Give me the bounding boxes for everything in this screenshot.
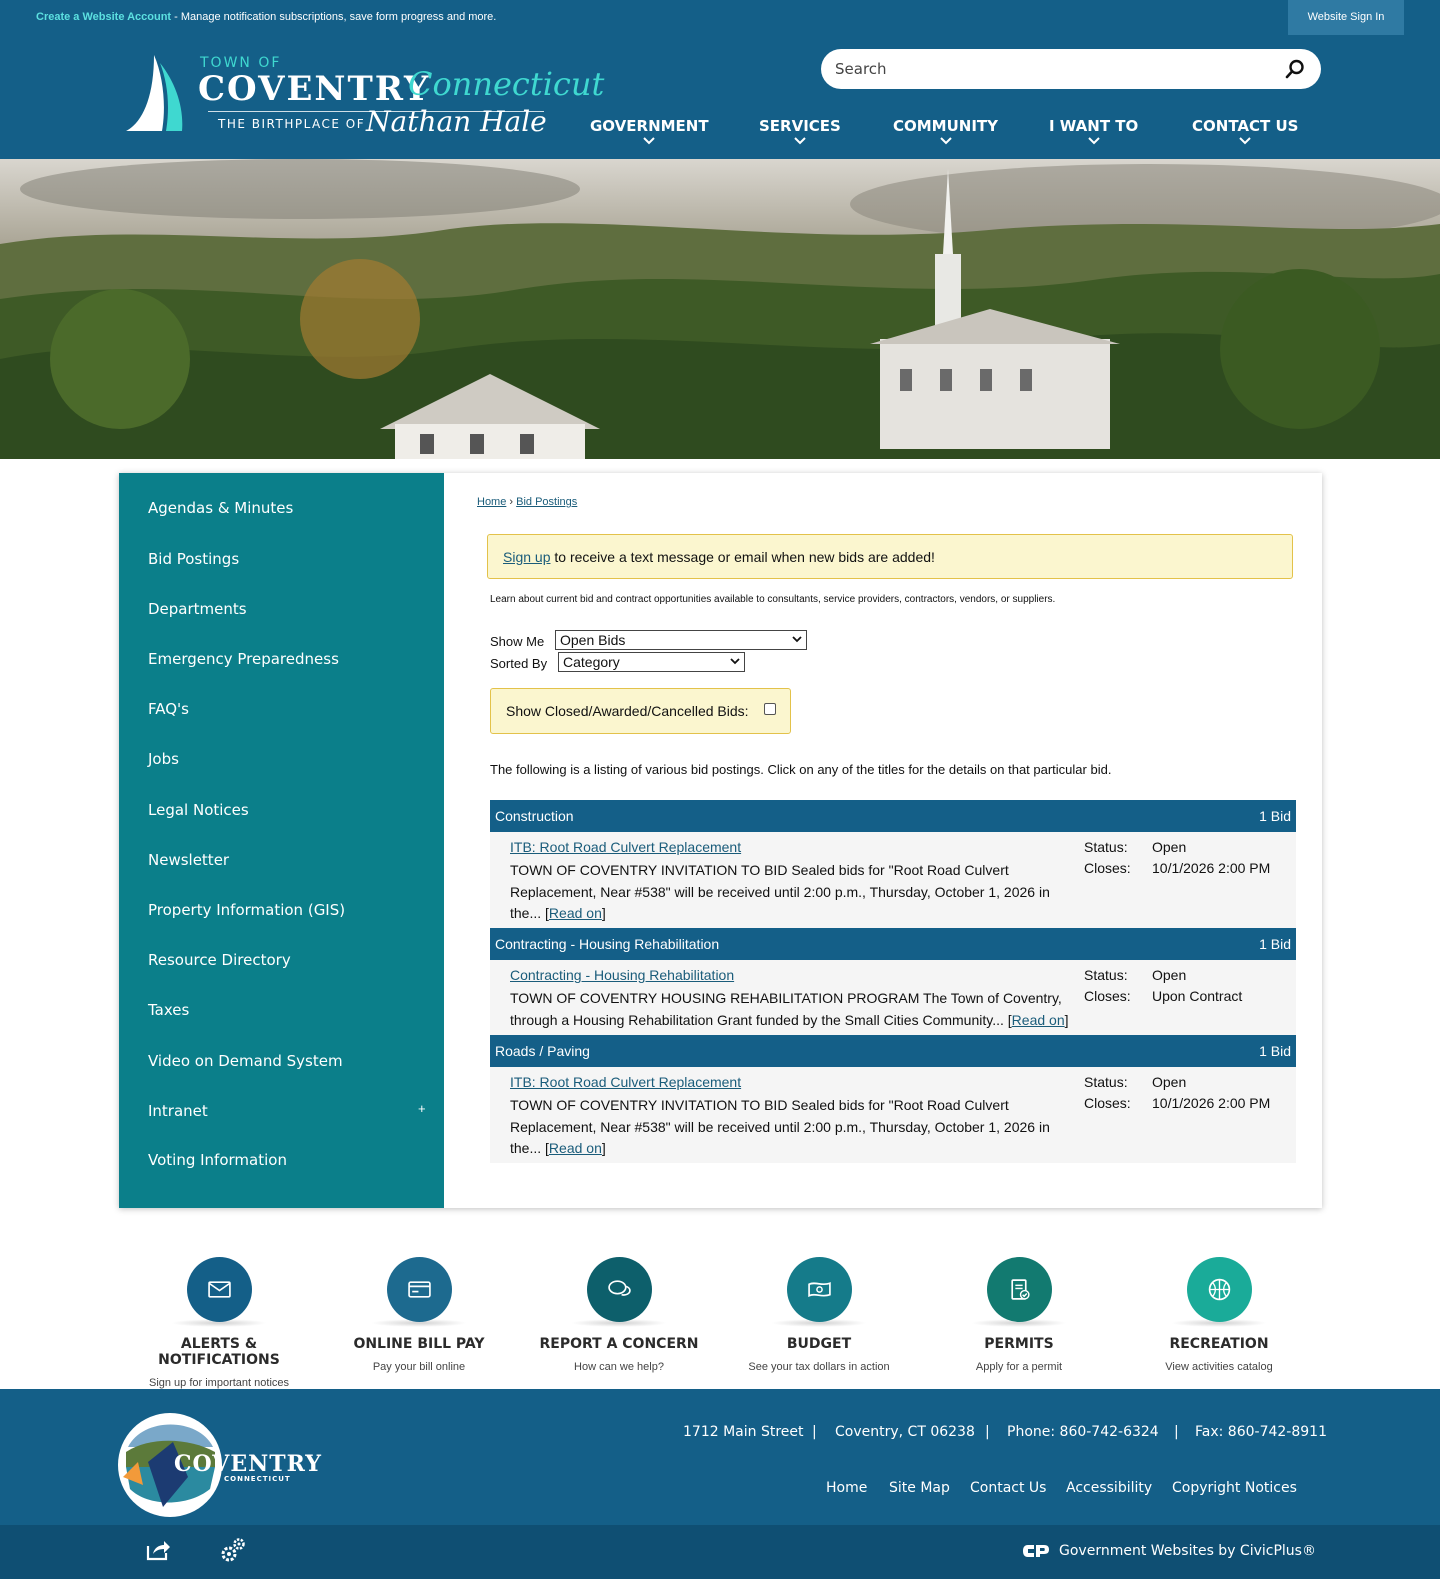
sail-logo-icon bbox=[124, 53, 188, 137]
closes-value: 10/1/2026 2:00 PM bbox=[1152, 1095, 1271, 1111]
closes-value: Upon Contract bbox=[1152, 988, 1243, 1004]
quicklink-online-bill-pay[interactable] bbox=[319, 1257, 519, 1373]
signup-notice bbox=[487, 534, 1293, 579]
quicklink-report-a-concern[interactable] bbox=[519, 1257, 719, 1373]
show-closed-bids-label: Show Closed/Awarded/Cancelled Bids: bbox=[506, 703, 749, 719]
quicklink-alerts-notifications[interactable] bbox=[119, 1257, 319, 1389]
show-me-label: Show Me bbox=[490, 634, 545, 649]
site-footer bbox=[0, 1389, 1440, 1525]
quicklink-title: PERMITS bbox=[984, 1336, 1054, 1352]
bid-description: TOWN OF COVENTRY HOUSING REHABILITATION PROGRAM The Town of Coventry, through a Housing Rehabilitation Grant funded by the Small Cities Community... [Read on] bbox=[510, 990, 1069, 1028]
sign-up-link[interactable]: Sign up bbox=[503, 549, 551, 565]
read-on-link[interactable]: Read on bbox=[1011, 1011, 1065, 1028]
envelope-icon bbox=[207, 1277, 232, 1302]
site-header bbox=[0, 35, 1440, 159]
footer-link-copyright-notices[interactable]: Copyright Notices bbox=[1172, 1480, 1297, 1496]
status-value: Open bbox=[1152, 967, 1187, 983]
bid-description-text: TOWN OF COVENTRY HOUSING REHABILITATION PROGRAM The Town of Coventry, through a Housing Rehabilitation Grant funded by the Small Cities Community... bbox=[510, 990, 1062, 1028]
sidebar-nav bbox=[119, 473, 444, 1208]
breadcrumb-home[interactable]: Home bbox=[477, 496, 507, 508]
category-count: 1 Bid bbox=[1259, 808, 1291, 824]
show-closed-bids-box bbox=[490, 688, 791, 734]
quicklink-circle bbox=[187, 1257, 252, 1322]
closes-label: Closes: bbox=[1084, 1095, 1131, 1111]
footer-separator: | bbox=[812, 1424, 817, 1440]
search-icon[interactable] bbox=[1285, 59, 1305, 79]
quicklink-subtitle: Apply for a permit bbox=[975, 1361, 1063, 1373]
expand-intranet-button[interactable]: + bbox=[418, 1101, 426, 1116]
sidebar-item-video-on-demand[interactable]: Video on Demand System bbox=[148, 1052, 343, 1070]
category-header-housing-rehabilitation bbox=[490, 928, 1296, 960]
bid-description: TOWN OF COVENTRY INVITATION TO BID Sealed bids for "Root Road Culvert Replacement, Near #538" will be received until 2:00 p.m., Thursday, October 1, 2026 in the... [Read on] bbox=[510, 1097, 1050, 1156]
quicklink-circle bbox=[987, 1257, 1052, 1322]
status-label: Status: bbox=[1084, 839, 1128, 855]
closes-value: 10/1/2026 2:00 PM bbox=[1152, 860, 1271, 876]
logo-town-name: COVENTRY bbox=[198, 69, 431, 109]
quicklink-subtitle: See your tax dollars in action bbox=[748, 1361, 890, 1373]
category-count: 1 Bid bbox=[1259, 936, 1291, 952]
utility-bar bbox=[0, 0, 1440, 35]
nav-i-want-to-label: I WANT TO bbox=[1049, 117, 1139, 135]
sidebar-item-property-information[interactable]: Property Information (GIS) bbox=[148, 901, 346, 919]
intro-text: Learn about current bid and contract opportunities available to consultants, service providers, contractors, vendors, or suppliers. bbox=[490, 594, 1056, 605]
sorted-by-value: Category bbox=[563, 654, 620, 670]
clipboard-check-icon bbox=[1007, 1277, 1032, 1302]
category-name: Roads / Paving bbox=[495, 1043, 590, 1059]
bid-item bbox=[490, 832, 1296, 928]
create-account-description: - Manage notification subscriptions, save form progress and more. bbox=[171, 11, 497, 23]
sidebar-item-newsletter[interactable]: Newsletter bbox=[148, 851, 230, 869]
nav-community[interactable] bbox=[893, 117, 998, 145]
bottom-bar bbox=[0, 1525, 1440, 1579]
closes-label: Closes: bbox=[1084, 988, 1131, 1004]
sidebar-item-emergency-preparedness[interactable]: Emergency Preparedness bbox=[148, 650, 339, 668]
search-box bbox=[821, 49, 1321, 89]
sidebar-item-intranet[interactable]: Intranet bbox=[148, 1102, 208, 1120]
nav-community-label: COMMUNITY bbox=[893, 117, 999, 135]
quicklink-circle bbox=[1187, 1257, 1252, 1322]
sidebar-item-bid-postings[interactable]: Bid Postings bbox=[148, 550, 240, 568]
chevron-down-icon bbox=[794, 137, 806, 145]
sidebar-item-resource-directory[interactable]: Resource Directory bbox=[148, 951, 291, 969]
bid-description-text: TOWN OF COVENTRY INVITATION TO BID Sealed bids for "Root Road Culvert Replacement, Near #538" will be received until 2:00 p.m., Thursday, October 1, 2026 in the... bbox=[510, 862, 1050, 921]
show-closed-bids-checkbox[interactable] bbox=[764, 703, 776, 715]
create-account-notice bbox=[36, 11, 496, 23]
bid-item bbox=[490, 1067, 1296, 1163]
sidebar-item-departments[interactable]: Departments bbox=[148, 600, 247, 618]
footer-link-site-map[interactable]: Site Map bbox=[889, 1480, 950, 1496]
sidebar-item-voting-information[interactable]: Voting Information bbox=[148, 1151, 287, 1169]
hero-landscape bbox=[0, 159, 1440, 459]
footer-link-accessibility[interactable]: Accessibility bbox=[1066, 1480, 1153, 1496]
show-me-value: Open Bids bbox=[560, 632, 626, 648]
hero-banner-image bbox=[0, 159, 1440, 459]
bid-description-text: TOWN OF COVENTRY INVITATION TO BID Sealed bids for "Root Road Culvert Replacement, Near #538" will be received until 2:00 p.m., Thursday, October 1, 2026 in the... bbox=[510, 1097, 1050, 1156]
chevron-down-icon bbox=[940, 137, 952, 145]
credit-card-icon bbox=[407, 1277, 432, 1302]
footer-logo[interactable] bbox=[118, 1407, 322, 1523]
quicklink-recreation[interactable] bbox=[1119, 1257, 1319, 1373]
chevron-down-icon bbox=[1088, 137, 1100, 145]
sidebar-item-agendas-minutes[interactable]: Agendas & Minutes bbox=[148, 499, 294, 517]
create-account-link[interactable]: Create a Website Account bbox=[36, 11, 172, 23]
money-icon bbox=[807, 1277, 832, 1302]
sidebar-item-legal-notices[interactable]: Legal Notices bbox=[148, 801, 249, 819]
bid-description: TOWN OF COVENTRY INVITATION TO BID Sealed bids for "Root Road Culvert Replacement, Near #538" will be received until 2:00 p.m., Thursday, October 1, 2026 in the... [Read on] bbox=[510, 862, 1050, 921]
status-value: Open bbox=[1152, 839, 1187, 855]
footer-address: 1712 Main Street bbox=[683, 1424, 804, 1440]
chevron-down-icon bbox=[643, 137, 655, 145]
signup-notice-text bbox=[503, 549, 935, 565]
logo-birthplace: THE BIRTHPLACE OF bbox=[218, 117, 366, 131]
ball-icon bbox=[1207, 1277, 1232, 1302]
status-label: Status: bbox=[1084, 1074, 1128, 1090]
chat-bubbles-icon bbox=[607, 1277, 632, 1302]
quicklink-budget[interactable] bbox=[719, 1257, 919, 1373]
quicklink-title: BUDGET bbox=[786, 1336, 852, 1352]
bid-title-link[interactable]: ITB: Root Road Culvert Replacement bbox=[510, 839, 742, 855]
quicklink-circle bbox=[387, 1257, 452, 1322]
closes-label: Closes: bbox=[1084, 860, 1131, 876]
quicklink-permits[interactable] bbox=[919, 1257, 1119, 1373]
sorted-by-select[interactable] bbox=[558, 652, 745, 672]
category-header-construction bbox=[490, 800, 1296, 832]
quicklink-subtitle: How can we help? bbox=[574, 1361, 664, 1373]
gear-icon[interactable] bbox=[220, 1537, 246, 1563]
nav-contact-us[interactable] bbox=[1192, 117, 1298, 145]
category-header-roads-paving bbox=[490, 1035, 1296, 1067]
quicklink-circle bbox=[787, 1257, 852, 1322]
sorted-by-label: Sorted By bbox=[490, 656, 548, 671]
quicklink-circle bbox=[587, 1257, 652, 1322]
footer-link-home[interactable]: Home bbox=[826, 1480, 868, 1496]
breadcrumb bbox=[477, 496, 577, 508]
quicklink-subtitle: Sign up for important notices bbox=[148, 1377, 290, 1389]
status-value: Open bbox=[1152, 1074, 1187, 1090]
sidebar-item-taxes[interactable]: Taxes bbox=[148, 1001, 190, 1019]
sidebar-item-jobs[interactable]: Jobs bbox=[148, 750, 179, 768]
quicklink-title: REPORT A CONCERN bbox=[539, 1336, 699, 1352]
content-card bbox=[119, 473, 1322, 1208]
website-sign-in-button[interactable]: Website Sign In bbox=[1288, 0, 1404, 35]
category-name: Construction bbox=[495, 808, 574, 824]
show-me-select[interactable] bbox=[555, 630, 807, 650]
nav-government-label: GOVERNMENT bbox=[590, 117, 709, 135]
quicklink-title: ONLINE BILL PAY bbox=[353, 1336, 485, 1352]
quicklink-subtitle: View activities catalog bbox=[1165, 1361, 1273, 1373]
status-label: Status: bbox=[1084, 967, 1128, 983]
bid-title-link[interactable]: ITB: Root Road Culvert Replacement bbox=[510, 1074, 742, 1090]
read-on-link[interactable]: Read on bbox=[548, 905, 602, 921]
listing-intro-text: The following is a listing of various bid postings. Click on any of the titles for the details on that particular bid. bbox=[490, 762, 1112, 777]
bid-item bbox=[490, 960, 1296, 1035]
nav-contact-us-label: CONTACT US bbox=[1192, 117, 1299, 135]
nav-services-label: SERVICES bbox=[759, 117, 841, 135]
signup-notice-message: to receive a text message or email when new bids are added! bbox=[550, 549, 935, 565]
sidebar-item-faqs[interactable]: FAQ's bbox=[148, 700, 189, 718]
breadcrumb-separator: › bbox=[509, 496, 514, 508]
footer-separator: | bbox=[985, 1424, 990, 1440]
main-content bbox=[444, 473, 1322, 1208]
search-input[interactable] bbox=[835, 59, 1265, 79]
chevron-down-icon bbox=[1239, 137, 1251, 145]
footer-separator: | bbox=[1174, 1424, 1179, 1440]
footer-logo-subtext: CONNECTICUT bbox=[224, 1475, 291, 1483]
share-icon[interactable] bbox=[145, 1538, 171, 1562]
logo-person: Nathan Hale bbox=[366, 105, 547, 138]
quicklink-title: RECREATION bbox=[1169, 1336, 1269, 1352]
footer-link-contact-us[interactable]: Contact Us bbox=[970, 1480, 1047, 1496]
quicklink-title: ALERTS & NOTIFICATIONS bbox=[158, 1336, 280, 1368]
footer-city: Coventry, CT 06238 bbox=[835, 1424, 975, 1440]
breadcrumb-bid-postings[interactable]: Bid Postings bbox=[516, 496, 578, 508]
footer-fax: Fax: 860-742-8911 bbox=[1195, 1424, 1327, 1440]
civicplus-credit[interactable]: Government Websites by CivicPlus® bbox=[1059, 1543, 1316, 1559]
nav-services[interactable] bbox=[759, 117, 841, 145]
civicplus-logo-icon bbox=[1022, 1543, 1050, 1559]
footer-logo-text: COVENTRY bbox=[174, 1451, 322, 1477]
logo-town-of: TOWN OF bbox=[200, 55, 282, 71]
chevron-down-icon bbox=[792, 636, 802, 643]
quicklink-subtitle: Pay your bill online bbox=[372, 1361, 466, 1373]
nav-i-want-to[interactable] bbox=[1049, 117, 1138, 145]
category-count: 1 Bid bbox=[1259, 1043, 1291, 1059]
nav-government[interactable] bbox=[590, 117, 709, 145]
footer-phone[interactable]: Phone: 860-742-6324 bbox=[1007, 1424, 1159, 1440]
read-on-link[interactable]: Read on bbox=[548, 1140, 602, 1156]
town-logo[interactable] bbox=[124, 53, 605, 147]
bid-title-link[interactable]: Contracting - Housing Rehabilitation bbox=[510, 967, 735, 983]
logo-state: Connecticut bbox=[408, 65, 605, 103]
chevron-down-icon bbox=[730, 658, 740, 665]
category-name: Contracting - Housing Rehabilitation bbox=[495, 936, 720, 952]
